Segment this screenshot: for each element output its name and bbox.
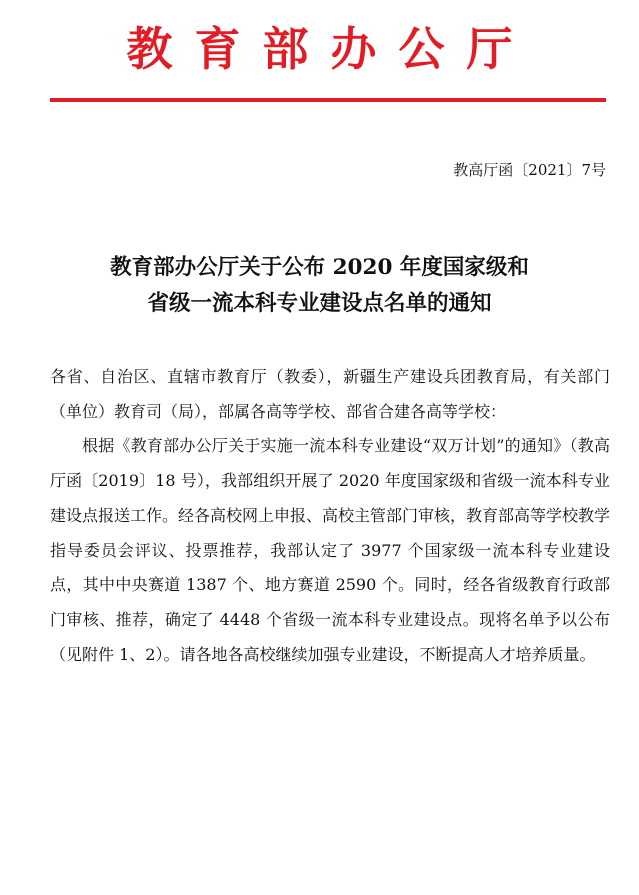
letterhead-org-name: 教育部办公厅 <box>126 22 535 76</box>
document-title <box>0 250 639 322</box>
document-body <box>50 360 610 672</box>
letterhead-red-rule <box>50 98 606 102</box>
document-number: 教高厅函〔2021〕7号 <box>453 161 606 179</box>
body-paragraph-1: 根据《教育部办公厅关于实施一流本科专业建设“双万计划”的通知》（教高厅函〔2019〕18 号），我部组织开展了 2020 年度国家级和省级一流本科专业建设点报送工作。经各高校网上申报、高校主管部门审核，教育部高等学校教学指导委员会评议、投票推荐，我部认定了 3977 个国家级一流本科专业建设点，其中中央赛道 1387 个、地方赛道 2590 个。同时，经各省级教育行政部门审核、推荐，确定了 4448 个省级一流本科专业建设点。现将名单予以公布（见附件 1、2）。请各地各高校继续加强专业建设，不断提高人才培养质量。 <box>50 436 611 664</box>
salutation: 各省、自治区、直辖市教育厅（教委），新疆生产建设兵团教育局，有关部门（单位）教育司（局），部属各高等学校、部省合建各高等学校： <box>50 367 610 421</box>
document-title-line-2: 省级一流本科专业建设点名单的通知 <box>147 291 492 316</box>
document-title-line-1: 教育部办公厅关于公布 2020 年度国家级和 <box>110 255 529 280</box>
